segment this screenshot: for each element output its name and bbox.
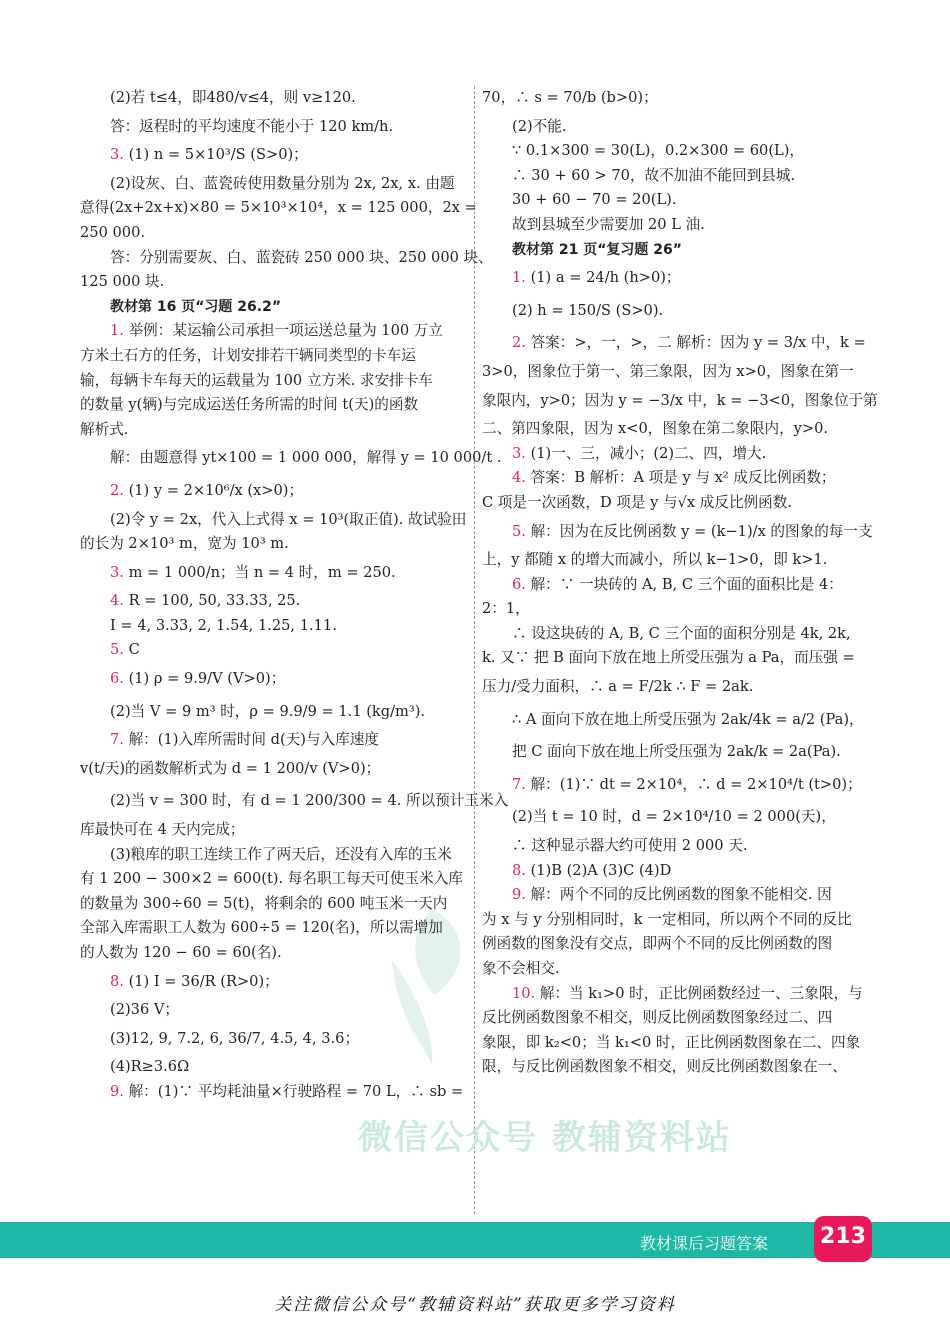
answer-text: 压力/受力面积，∴ a = F/2k ∴ F = 2ak.: [482, 678, 754, 696]
answer-text: k. 又∵ 把 B 面向下放在地上所受压强为 a Pa，而压强 =: [482, 649, 855, 667]
footer-band: [0, 1222, 950, 1258]
question-number: 3.: [110, 563, 124, 581]
answer-line-l34: [80, 968, 468, 996]
answer-line-l21: [80, 616, 468, 636]
answer-text: (2)当 V = 9 m³ 时，ρ = 9.9/9 = 1.1 (kg/m³).: [110, 702, 426, 720]
question-number: 1.: [512, 269, 526, 287]
answer-line-l37: [80, 1057, 468, 1077]
answer-text: 教材第 21 页“复习题 26”: [512, 241, 682, 258]
answer-line-r20: [482, 599, 870, 619]
answer-line-l17: [80, 510, 468, 530]
answer-text: (1) a = 24/h (h>0)；: [530, 269, 681, 287]
answer-line-l24: [80, 698, 468, 726]
answer-text: 解析式.: [80, 420, 129, 438]
answer-line-l16: [80, 477, 468, 505]
footer-label: 教材课后习题答案: [640, 1234, 769, 1253]
answer-line-l7: [80, 248, 493, 268]
answer-text: C: [128, 641, 140, 659]
answer-text: (3)粮库的职工连续工作了两天后，还没有入库的玉米: [110, 845, 452, 863]
answer-line-l6: [80, 223, 468, 243]
answer-line-r36: [482, 1033, 870, 1053]
answer-text: 答：返程时的平均速度不能小于 120 km/h.: [110, 117, 394, 135]
answer-text: 上，y 都随 x 的增大而减小，所以 k−1>0，即 k>1.: [482, 551, 828, 569]
answer-text: m = 1 000/n；当 n = 4 时，m = 250.: [128, 563, 396, 581]
answer-line-r9: [482, 297, 870, 325]
answer-line-l38: [80, 1082, 468, 1102]
answer-line-l5: [80, 198, 477, 218]
answer-text: (1)B (2)A (3)C (4)D: [530, 861, 672, 879]
answer-text: 输，每辆卡车每天的运载量为 100 立方米. 求安排卡车: [80, 371, 433, 389]
answer-line-l20: [80, 591, 468, 611]
question-number: 9.: [512, 886, 526, 904]
answer-text: ∴ A 面向下放在地上所受压强为 2ak/4k = a/2 (Pa)，: [512, 710, 864, 728]
answer-text: 方米土石方的任务，计划安排若干辆同类型的卡车运: [80, 346, 416, 364]
answer-line-r19: [482, 575, 870, 595]
answer-line-r30: [482, 885, 870, 905]
answer-line-r24: [482, 706, 870, 734]
answer-line-l27: [80, 787, 509, 815]
answer-line-r10: [482, 329, 870, 357]
answer-text: (1) ρ = 9.9/V (V>0)；: [128, 670, 286, 688]
answers-right-column: [482, 84, 878, 1082]
answer-line-l11: [80, 346, 468, 366]
answer-text: 70，∴ s = 70/b (b>0)；: [482, 89, 658, 106]
answer-text: (2)36 V；: [110, 1001, 180, 1019]
answer-text: 反比例函数图象不相交，则反比例函数图象经过二、四: [482, 1009, 833, 1027]
answer-line-l31: [80, 894, 468, 914]
answer-line-l4: [80, 174, 468, 194]
answer-text: (2)当 t = 10 时，d = 2×10⁴/10 = 2 000(天)，: [512, 808, 836, 826]
answer-text: (2) h = 150/S (S>0).: [512, 301, 664, 319]
answer-line-r1: [482, 84, 870, 112]
answer-text: 限，与反比例函数图象不相交，则反比例函数图象在一、: [482, 1058, 847, 1076]
question-number: 2.: [512, 334, 526, 352]
answer-text: 2：1，: [482, 600, 530, 618]
answer-text: 答：分别需要灰、白、蓝瓷砖 250 000 块、250 000 块、: [110, 248, 493, 266]
answer-text: 解：(1)入库所需时间 d(天)与入库速度: [128, 731, 379, 749]
section-heading-l9: [80, 297, 468, 317]
answer-line-l29: [80, 845, 468, 865]
answer-text: 象限，即 k₂<0；当 k₁<0 时，正比例函数图象在二、四象: [482, 1033, 861, 1051]
answer-text: (1)一、三，减小；(2)二、四，增大.: [530, 444, 767, 462]
answer-line-l18: [80, 534, 468, 554]
answer-text: 二、第四象限，因为 x<0，图象在第二象限内，y>0.: [482, 420, 829, 438]
question-number: 8.: [110, 972, 124, 990]
answer-text: ∴ 30 + 60 > 70，故不加油不能回到县城.: [512, 166, 796, 184]
answer-line-l14: [80, 420, 468, 440]
question-number: 7.: [512, 775, 526, 793]
answer-text: 答案：>，一，>，二 解析：因为 y = 3/x 中，k =: [530, 334, 866, 352]
answer-line-l12: [80, 371, 468, 391]
answer-line-r17: [482, 518, 873, 546]
answer-line-l32: [80, 918, 468, 938]
answer-text: (2)不能.: [512, 117, 567, 135]
answer-text: (3)12, 9, 7.2, 6, 36/7, 4.5, 4, 3.6；: [110, 1029, 360, 1047]
answer-text: I = 4, 3.33, 2, 1.54, 1.25, 1.11.: [110, 616, 337, 634]
question-number: 5.: [110, 641, 124, 659]
answer-line-r27: [482, 803, 870, 831]
answer-text: 解：∵ 一块砖的 A, B, C 三个面的面积比是 4：: [530, 575, 843, 593]
answer-text: 象不会相交.: [482, 960, 560, 977]
answer-text: ∴ 这种显示器大约可使用 2 000 天.: [512, 837, 748, 855]
answer-text: (2)若 t≤4，即480/v≤4，则 v≥120.: [110, 89, 356, 106]
answer-text: 解：两个不同的反比例函数的图象不能相交. 因: [530, 886, 832, 904]
question-number: 5.: [512, 522, 526, 540]
answer-line-r21: [482, 624, 870, 644]
answer-line-r33: [482, 959, 870, 979]
answer-line-r29: [482, 861, 870, 881]
answer-line-r18: [482, 550, 870, 570]
question-number: 4.: [512, 469, 526, 487]
answer-line-r14: [482, 444, 870, 464]
answer-text: 把 C 面向下放在地上所受压强为 2ak/k = 2a(Pa).: [512, 743, 841, 761]
answer-text: (2)设灰、白、蓝瓷砖使用数量分别为 2x, 2x, x. 由题: [110, 174, 455, 192]
answer-line-r12: [482, 387, 878, 415]
answer-text: (2)令 y = 2x，代入上式得 x = 10³(取正值). 故试验田: [110, 510, 467, 528]
question-number: 9.: [110, 1082, 124, 1100]
answer-text: 解：因为在反比例函数 y = (k−1)/x 的图象的每一支: [530, 522, 873, 540]
answer-line-r8: [482, 264, 870, 292]
answer-line-l28: [80, 820, 468, 840]
answer-text: 教材第 16 页“习题 26.2”: [110, 298, 282, 315]
answer-line-r6: [482, 215, 870, 235]
answer-line-r4: [482, 166, 870, 186]
answer-text: 的人数为 120 − 60 = 60(名).: [80, 944, 282, 961]
answer-text: v(t/天)的函数解析式为 d = 1 200/v (V>0)；: [80, 759, 381, 777]
answer-text: 30 + 60 − 70 = 20(L).: [512, 191, 677, 209]
question-number: 1.: [110, 322, 124, 340]
question-number: 3.: [110, 146, 124, 164]
question-number: 6.: [110, 670, 124, 688]
answer-line-r13: [482, 419, 870, 439]
answer-text: 例函数的图象没有交点，即两个不同的反比例函数的图: [482, 935, 833, 953]
answer-text: 象限内，y>0；因为 y = −3/x 中，k = −3<0，图象位于第: [482, 391, 878, 409]
answer-text: 解：由题意得 yt×100 = 1 000 000，解得 y = 10 000/t .: [110, 449, 502, 467]
answer-text: (1) n = 5×10³/S (S>0)；: [128, 146, 308, 164]
answer-line-l36: [80, 1025, 468, 1053]
answer-text: 的数量为 300÷60 = 5(t)，将剩余的 600 吨玉米一天内: [80, 894, 448, 912]
answer-line-r32: [482, 934, 870, 954]
answer-text: 解：(1)∵ dt = 2×10⁴，∴ d = 2×10⁴/t (t>0)；: [530, 775, 862, 793]
bottom-promo-note: 关注微信公众号“教辅资料站”获取更多学习资料: [274, 1295, 676, 1315]
answer-line-r23: [482, 673, 870, 701]
question-number: 3.: [512, 444, 526, 462]
answer-line-r11: [482, 362, 870, 382]
answer-text: 全部入库需职工人数为 600÷5 = 120(名)，所以需增加: [80, 919, 443, 937]
answer-line-r2: [482, 117, 870, 137]
answer-text: (1) I = 36/R (R>0)；: [128, 972, 279, 990]
answer-text: 为 x 与 y 分别相同时，k 一定相同，所以两个不同的反比: [482, 910, 852, 928]
page-number: 213: [820, 1224, 866, 1249]
question-number: 4.: [110, 592, 124, 610]
answer-text: (2)当 v = 300 时，有 d = 1 200/300 = 4. 所以预计玉米入: [110, 792, 509, 810]
answer-text: 库最快可在 4 天内完成；: [80, 821, 245, 839]
section-heading-r7: [482, 240, 870, 260]
answer-text: ∵ 0.1×300 = 30(L)，0.2×300 = 60(L)，: [512, 142, 805, 160]
answer-line-l15: [80, 444, 502, 472]
answer-text: 有 1 200 − 300×2 = 600(t). 每名职工每天可使玉米入库: [80, 870, 463, 888]
answer-text: 125 000 块.: [80, 273, 165, 291]
question-number: 7.: [110, 731, 124, 749]
answer-line-l19: [80, 559, 468, 587]
answer-line-l23: [80, 665, 468, 693]
question-number: 10.: [512, 984, 536, 1002]
answer-line-r34: [482, 984, 870, 1004]
question-number: 8.: [512, 861, 526, 879]
answer-line-r31: [482, 910, 870, 930]
answer-line-r3: [482, 141, 870, 161]
answer-line-r37: [482, 1057, 870, 1077]
answer-text: 的长为 2×10³ m，宽为 10³ m.: [80, 535, 289, 553]
answer-line-r22: [482, 648, 870, 668]
answer-text: 解：(1)∵ 平均耗油量×行驶路程 = 70 L，∴ sb =: [128, 1082, 464, 1100]
answer-line-l1: [80, 84, 468, 112]
answer-line-r35: [482, 1008, 870, 1028]
answers-left-column: [80, 84, 509, 1107]
answer-line-r5: [482, 190, 870, 210]
answer-line-r16: [482, 493, 870, 513]
answer-text: 解：当 k₁>0 时，正比例函数经过一、三象限，与: [539, 984, 863, 1002]
answer-line-l35: [80, 1000, 468, 1020]
watermark-text: 微信公众号 教辅资料站: [358, 1118, 732, 1158]
answer-line-l10: [80, 321, 468, 341]
answer-line-l33: [80, 943, 468, 963]
answer-text: 意得(2x+2x+x)×80 = 5×10³×10⁴，x = 125 000，2x =: [80, 199, 477, 217]
answer-text: 答案：B 解析：A 项是 y 与 x² 成反比例函数；: [530, 469, 836, 487]
answer-text: (4)R≥3.6Ω: [110, 1058, 190, 1076]
answer-line-r15: [482, 468, 870, 488]
answer-line-l13: [80, 395, 468, 415]
answer-line-l26: [80, 755, 468, 783]
answer-line-r25: [482, 738, 870, 766]
answer-text: R = 100, 50, 33.33, 25.: [128, 592, 301, 610]
answer-line-l3: [80, 141, 468, 169]
answer-line-l22: [80, 640, 468, 660]
answer-text: ∴ 设这块砖的 A, B, C 三个面的面积分别是 4k, 2k,: [512, 624, 851, 642]
answer-text: (1) y = 2×10⁶/x (x>0)；: [128, 481, 304, 499]
answer-text: 3>0，图象位于第一、第三象限，因为 x>0，图象在第一: [482, 362, 854, 380]
answer-line-l30: [80, 869, 468, 889]
question-number: 6.: [512, 575, 526, 593]
answer-line-l25: [80, 730, 468, 750]
answer-text: 故到县城至少需要加 20 L 油.: [512, 215, 705, 233]
answer-text: 250 000.: [80, 223, 145, 241]
answer-line-l2: [80, 117, 468, 137]
answer-text: 举例：某运输公司承担一项运送总量为 100 万立: [128, 322, 443, 340]
answer-line-l8: [80, 272, 468, 292]
answer-line-r28: [482, 836, 870, 856]
answer-text: 的数量 y(辆)与完成运送任务所需的时间 t(天)的函数: [80, 396, 419, 414]
answer-line-r26: [482, 771, 870, 799]
question-number: 2.: [110, 481, 124, 499]
answer-text: C 项是一次函数，D 项是 y 与√x 成反比例函数.: [482, 493, 792, 511]
